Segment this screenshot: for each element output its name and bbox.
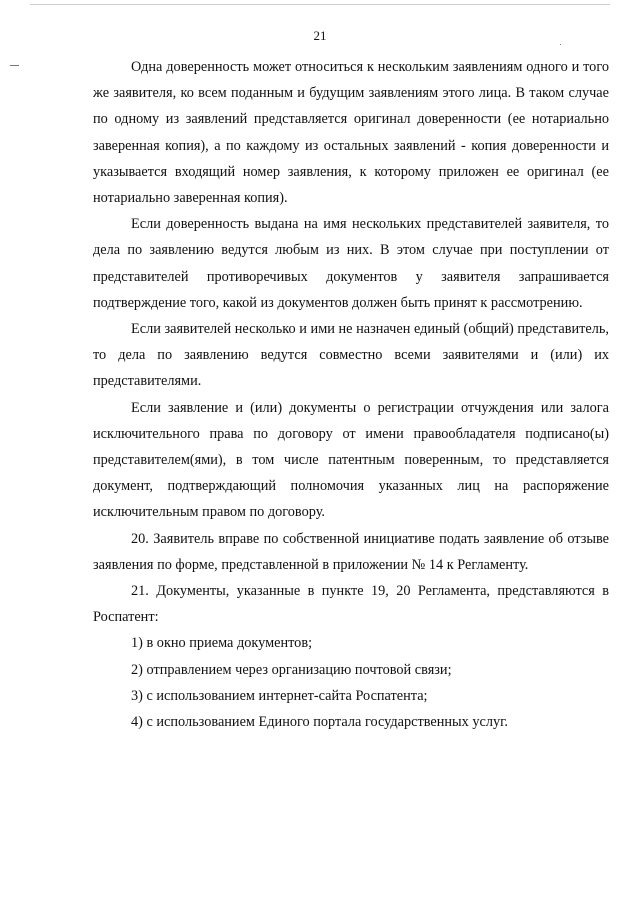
document-body [93, 54, 609, 735]
scan-mark [560, 44, 561, 45]
list-item: 3) с использованием интернет-сайта Роспатента; [131, 687, 428, 704]
scan-mark [10, 65, 19, 66]
paragraph: Если заявление и (или) документы о регистрации отчуждения или залога исключительного права по договору от имени правообладателя подписано(ы) представителем(ями), в том числе патентным поверенным, то представляется документ, подтверждающий полномочия указанных лиц на распоряжение исключительным правом по договору. [93, 399, 609, 521]
list-item: 4) с использованием Единого портала государственных услуг. [131, 714, 508, 731]
scan-edge-line [30, 4, 610, 5]
paragraph: Если заявителей несколько и ими не назначен единый (общий) представитель, то дела по заявлению ведутся совместно всеми заявителями и (или) их представителями. [93, 321, 609, 390]
paragraph: Если доверенность выдана на имя нескольких представителей заявителя, то дела по заявлению ведутся любым из них. В этом случае при поступлении от представителей противоречивых документов у заявителя запрашивается подтверждение того, какой из документов должен быть принят к рассмотрению. [93, 216, 609, 311]
paragraph: 21. Документы, указанные в пункте 19, 20 Регламента, представляются в Роспатент: [93, 583, 609, 626]
page-number: 21 [313, 28, 327, 43]
paragraph: 20. Заявитель вправе по собственной инициативе подать заявление об отзыве заявления по форме, представленной в приложении № 14 к Регламенту. [93, 530, 609, 573]
paragraph: Одна доверенность может относиться к нескольким заявлениям одного и того же заявителя, ко всем поданным и будущим заявлениям этого лица. В таком случае по одному из заявлений представляется оригинал доверенности (ее нотариально заверенная копия), а по каждому из остальных заявлений - копия доверенности и указывается входящий номер заявления, к которому приложен ее оригинал (ее нотариально заверенная копия). [93, 59, 609, 207]
list-item: 1) в окно приема документов; [131, 635, 313, 652]
list-item: 2) отправлением через организацию почтовой связи; [131, 661, 452, 678]
